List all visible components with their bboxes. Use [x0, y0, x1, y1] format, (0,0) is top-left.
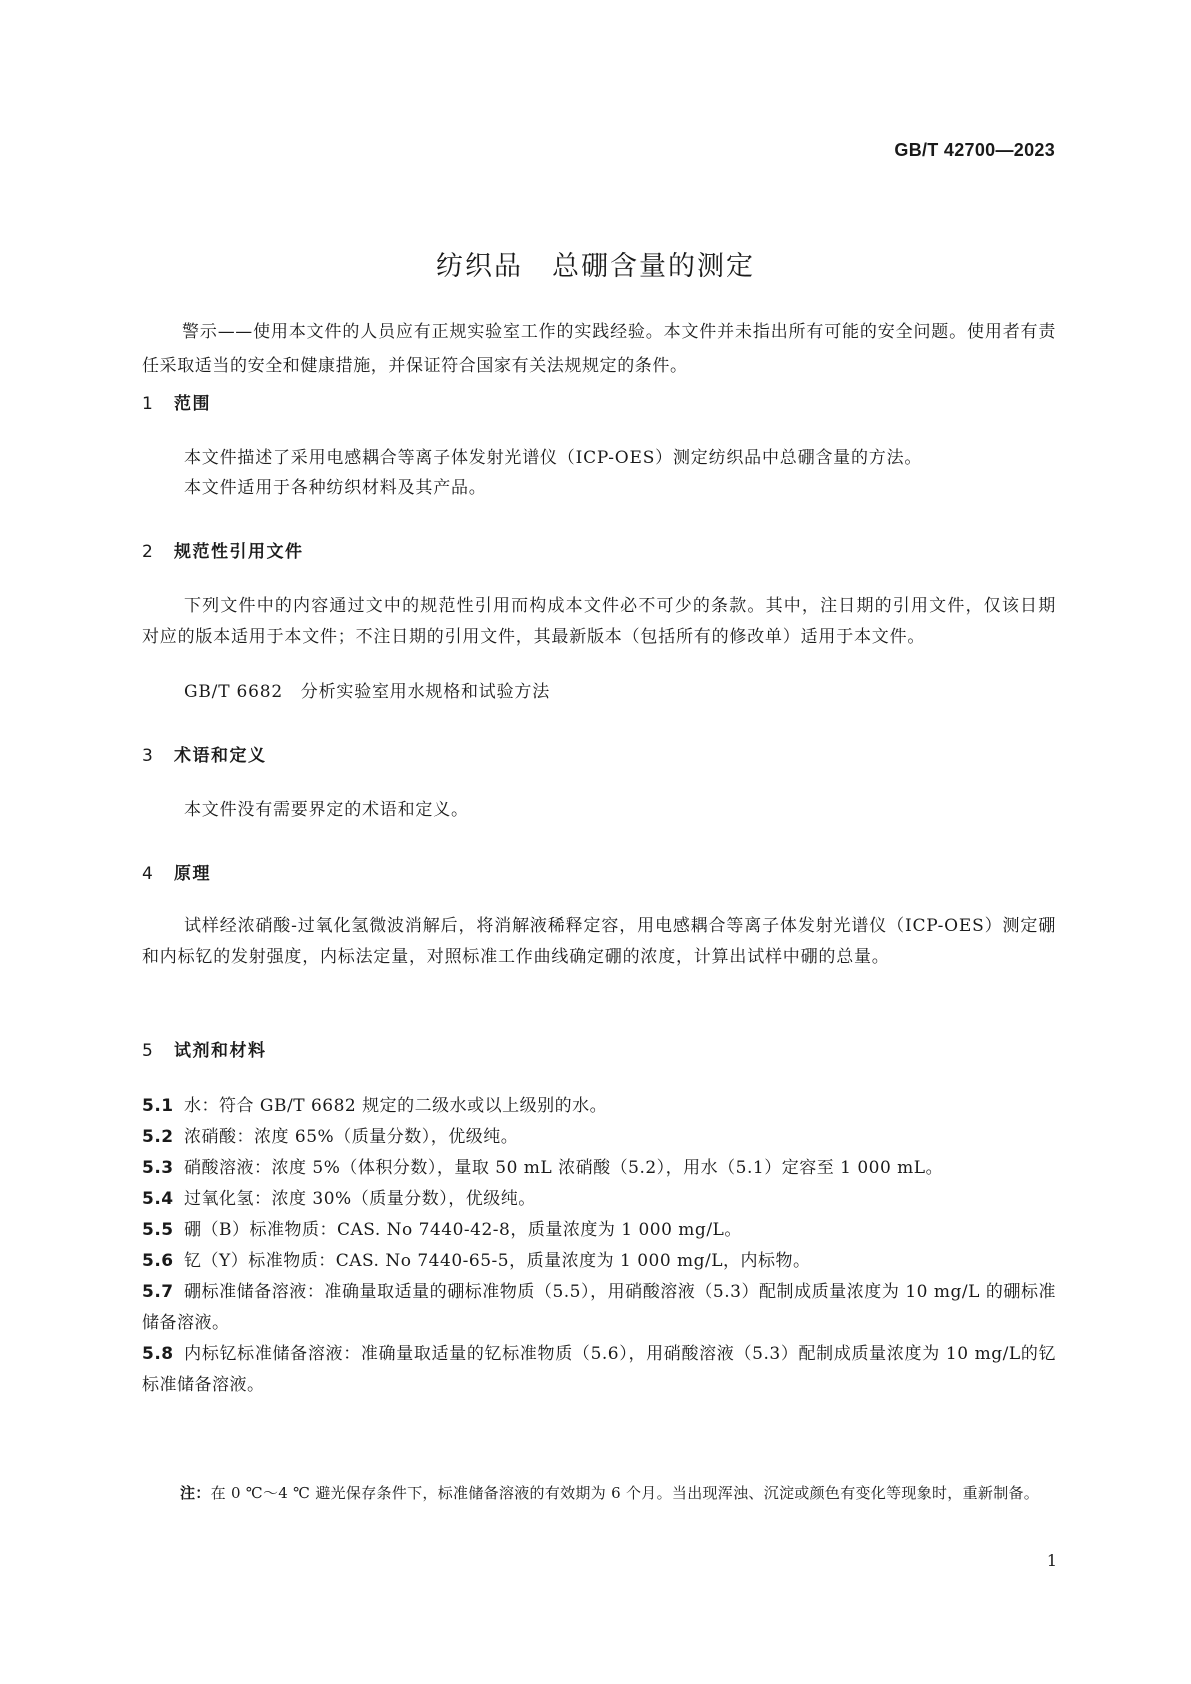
section-4-paragraph-1: 试样经浓硝酸-过氧化氢微波消解后，将消解液稀释定容，用电感耦合等离子体发射光谱仪（ICP-OES）测定硼和内标钇的发射强度，内标法定量，对照标准工作曲线确定硼的浓度，计算出试样中硼的总量。	[142, 916, 1056, 967]
section-4-heading	[142, 859, 211, 884]
list-item	[142, 1184, 1056, 1215]
section-2-paragraph-1: 下列文件中的内容通过文中的规范性引用而构成本文件必不可少的条款。其中，注日期的引用文件，仅该日期对应的版本适用于本文件；不注日期的引用文件，其最新版本（包括所有的修改单）适用于本文件。	[142, 596, 1056, 647]
item-number: 5.7	[142, 1282, 174, 1302]
section-number: 1	[142, 394, 155, 414]
item-text: 过氧化氢：浓度 30%（质量分数），优级纯。	[184, 1189, 536, 1209]
item-number: 5.1	[142, 1096, 174, 1116]
list-item	[142, 1122, 1056, 1153]
normative-reference: GB/T 6682 分析实验室用水规格和试验方法	[184, 682, 551, 702]
note-text: 在 0 ℃～4 ℃ 避光保存条件下，标准储备溶液的有效期为 6 个月。当出现浑浊、沉淀或颜色有变化等现象时，重新制备。	[210, 1484, 1040, 1502]
item-number: 5.4	[142, 1189, 174, 1209]
standard-number: GB/T 42700—2023	[894, 140, 1055, 160]
list-item	[142, 1091, 1056, 1122]
item-text: 硼标准储备溶液：准确量取适量的硼标准物质（5.5），用硝酸溶液（5.3）配制成质量浓度为 10 mg/L 的硼标准储备溶液。	[142, 1282, 1056, 1333]
section-1-heading	[142, 389, 211, 414]
section-number: 3	[142, 746, 155, 766]
section-3-heading	[142, 741, 267, 766]
safety-warning: 警示——使用本文件的人员应有正规实验室工作的实践经验。本文件并未指出所有可能的安全问题。使用者有责任采取适当的安全和健康措施，并保证符合国家有关法规规定的条件。	[142, 322, 1056, 376]
section-2-heading	[142, 537, 304, 562]
section-number: 4	[142, 864, 155, 884]
document-title: 纺织品 总硼含量的测定	[436, 251, 755, 282]
item-text: 内标钇标准储备溶液：准确量取适量的钇标准物质（5.6），用硝酸溶液（5.3）配制成质量浓度为 10 mg/L的钇标准储备溶液。	[142, 1344, 1056, 1395]
item-number: 5.3	[142, 1158, 174, 1178]
item-text: 硼（B）标准物质：CAS. No 7440-42-8，质量浓度为 1 000 mg/L。	[184, 1220, 742, 1240]
section-number: 5	[142, 1041, 155, 1061]
section-1-paragraph-1: 本文件描述了采用电感耦合等离子体发射光谱仪（ICP-OES）测定纺织品中总硼含量的方法。	[184, 448, 923, 468]
section-5-heading	[142, 1036, 267, 1061]
item-text: 浓硝酸：浓度 65%（质量分数），优级纯。	[184, 1127, 519, 1147]
note-label: 注：	[180, 1484, 211, 1502]
item-number: 5.2	[142, 1127, 174, 1147]
list-item	[142, 1153, 1056, 1184]
list-item	[142, 1339, 1056, 1401]
item-number: 5.8	[142, 1344, 174, 1364]
section-1-paragraph-2: 本文件适用于各种纺织材料及其产品。	[184, 478, 487, 498]
section-title: 范围	[174, 394, 211, 414]
item-number: 5.5	[142, 1220, 174, 1240]
section-title: 术语和定义	[174, 746, 267, 766]
section-3-paragraph-1: 本文件没有需要界定的术语和定义。	[184, 800, 469, 820]
list-item	[142, 1246, 1056, 1277]
item-text: 硝酸溶液：浓度 5%（体积分数），量取 50 mL 浓硝酸（5.2），用水（5.1）定容至 1 000 mL。	[184, 1158, 944, 1178]
section-title: 原理	[174, 864, 211, 884]
note	[180, 1478, 1092, 1508]
item-text: 钇（Y）标准物质：CAS. No 7440-65-5，质量浓度为 1 000 mg/L，内标物。	[184, 1251, 811, 1271]
section-title: 规范性引用文件	[174, 542, 304, 562]
item-text: 水：符合 GB/T 6682 规定的二级水或以上级别的水。	[184, 1096, 608, 1116]
section-title: 试剂和材料	[174, 1041, 267, 1061]
list-item	[142, 1277, 1056, 1339]
item-number: 5.6	[142, 1251, 174, 1271]
section-number: 2	[142, 542, 155, 562]
list-item	[142, 1215, 1056, 1246]
page-number: 1	[1046, 1551, 1057, 1570]
